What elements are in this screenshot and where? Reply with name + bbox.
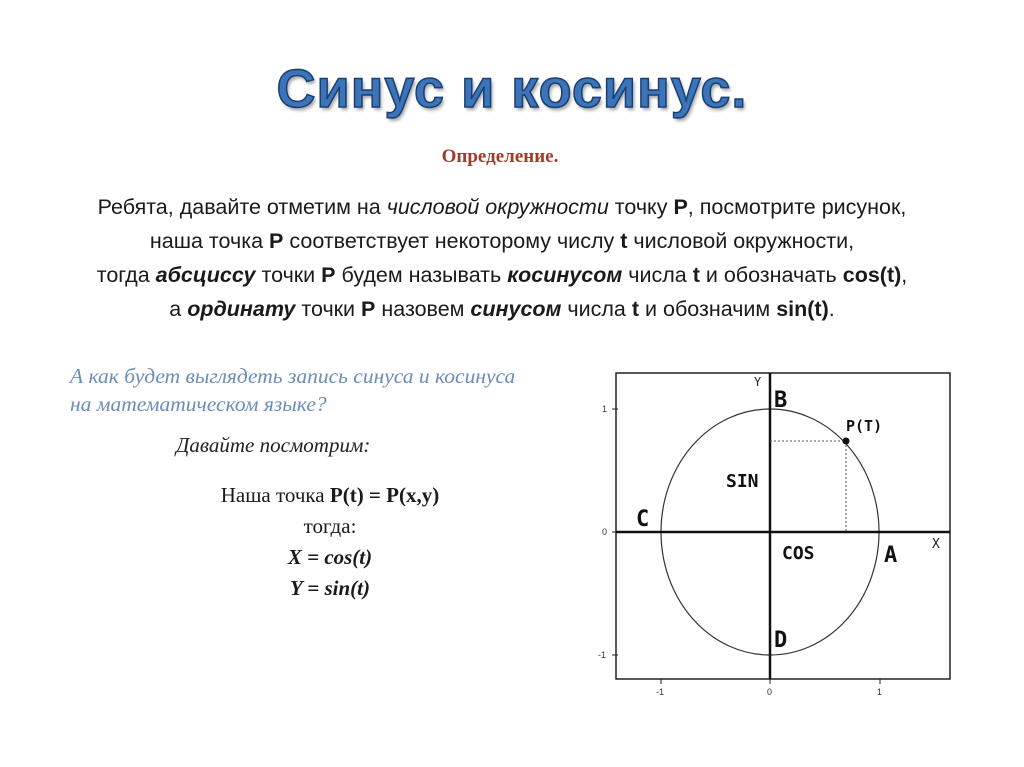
- formula-line-1: [150, 480, 510, 511]
- text-fragment: Ребята, давайте отметим на: [97, 195, 387, 219]
- text-fragment: соответствует некоторому числу: [283, 229, 621, 253]
- point-p: P: [269, 229, 284, 253]
- tick-label-x-0: 0: [767, 687, 773, 697]
- text-fragment: точку: [608, 195, 674, 219]
- text-fragment: и обозначим: [639, 297, 777, 321]
- term-number-circle: числовой окружности: [386, 195, 609, 219]
- point-label-c: C: [636, 507, 650, 532]
- formula-x: X = cos(t): [287, 545, 373, 569]
- text-fragment: наша точка: [149, 229, 270, 253]
- point-label-d: D: [774, 628, 788, 653]
- cos-notation: cos(t): [842, 263, 902, 287]
- tick-label-y-0: 0: [602, 527, 608, 537]
- tick-label-y-neg1: -1: [598, 650, 607, 660]
- definition-paragraph: [0, 190, 1004, 326]
- lets-see-text: Давайте посмотрим:: [176, 433, 371, 457]
- paragraph-line-3: [0, 258, 1004, 292]
- number-t: t: [692, 263, 700, 287]
- point-label-p: P(T): [846, 417, 883, 435]
- paragraph-line-1: [0, 190, 1004, 224]
- paragraph-line-4: [0, 292, 1004, 326]
- sin-label: SIN: [726, 471, 759, 492]
- formula-y: Y = sin(t): [289, 576, 371, 600]
- point-p-marker: [843, 438, 850, 445]
- text-fragment: будем называть: [335, 263, 508, 287]
- formula-y-sin: [150, 573, 510, 604]
- question-text: А как будет выглядеть запись синуса и косинуса на математическом языке?: [70, 364, 516, 416]
- slide-title: Синус и косинус.: [276, 59, 748, 119]
- cos-label: COS: [782, 543, 815, 564]
- text-fragment: назовем: [375, 297, 471, 321]
- formula-x-cos: [150, 542, 510, 573]
- term-abscissa: абсциссу: [155, 263, 256, 287]
- text-fragment: числа: [561, 297, 632, 321]
- text-fragment: ,: [901, 263, 908, 287]
- point-p: P: [361, 297, 376, 321]
- point-p: P: [673, 195, 688, 219]
- text-fragment: числа: [622, 263, 693, 287]
- tick-label-x-1: 1: [877, 687, 883, 697]
- point-label-a: A: [884, 543, 898, 568]
- formula-block: [150, 480, 510, 604]
- point-coordinates: P(t) = P(x,y): [329, 483, 440, 507]
- term-ordinate: ординату: [187, 297, 296, 321]
- point-p: P: [321, 263, 336, 287]
- text-fragment: тогда: [96, 263, 156, 287]
- definition-heading: Определение.: [441, 146, 559, 167]
- formula-line-2: тогда:: [303, 514, 357, 538]
- text-fragment: Наша точка: [220, 483, 330, 507]
- x-axis-label: X: [932, 537, 940, 552]
- term-cosine: косинусом: [507, 263, 623, 287]
- tick-label-x-neg1: -1: [656, 687, 665, 697]
- text-fragment: а: [169, 297, 188, 321]
- text-fragment: точки: [255, 263, 322, 287]
- text-fragment: точки: [295, 297, 362, 321]
- text-fragment: , посмотрите рисунок,: [687, 195, 907, 219]
- text-fragment: и обозначать: [699, 263, 843, 287]
- text-fragment: числовой окружности,: [627, 229, 855, 253]
- point-label-b: B: [774, 388, 788, 413]
- term-sine: синусом: [470, 297, 562, 321]
- tick-label-y-1: 1: [602, 404, 608, 414]
- sin-notation: sin(t): [776, 297, 829, 321]
- text-fragment: .: [828, 297, 835, 321]
- number-t: t: [631, 297, 640, 321]
- unit-circle-diagram: [592, 364, 968, 697]
- paragraph-line-2: [0, 224, 1004, 258]
- y-axis-label: Y: [754, 375, 762, 389]
- number-t: t: [620, 229, 628, 253]
